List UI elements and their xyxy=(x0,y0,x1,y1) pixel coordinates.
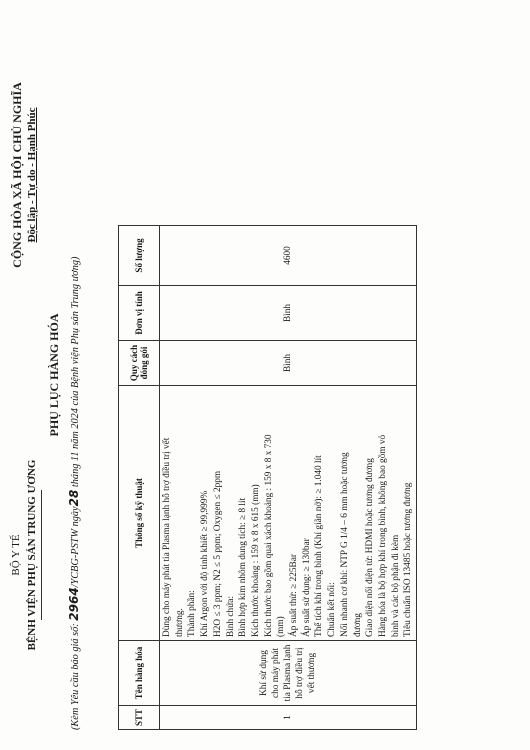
cell-packing: Bình xyxy=(160,340,417,385)
spec-line: Áp suất thử: ≥ 225Bar xyxy=(289,554,300,637)
spec-line: Thể tích khí trong bình (Khí giãn nở): ≥ 1.040 lít xyxy=(314,455,325,637)
spec-line: Nối nhanh cơ khí: NTP G 1/4 – 6 mm hoặc tương xyxy=(339,452,350,637)
subtitle xyxy=(67,257,81,730)
page-title: PHỤ LỤC HÀNG HÓA xyxy=(47,313,61,437)
spec-line: Áp suất sử dụng: ≥ 130bar xyxy=(301,538,312,637)
cell-name: Khí sử dụng cho máy phát tia Plasma lạnh hỗ trợ điều trị vết thương xyxy=(160,640,417,705)
cell-stt: 1 xyxy=(160,705,417,729)
spec-line: Thành phần: xyxy=(187,590,198,637)
spec-line: Khí Argon với độ tinh khiết ≥ 99,999% xyxy=(200,490,211,637)
table-row xyxy=(160,225,417,729)
spec-line: bình và các bộ phận đi kèm xyxy=(390,534,401,637)
header-name: Tên hàng hóa xyxy=(119,640,160,705)
spec-line: Kích thước khoảng : 159 x 8 x 615 (mm) xyxy=(250,484,261,637)
spec-line: H2O ≤ 3 ppm; N2 ≤ 5 ppm; Oxygen ≤ 2ppm xyxy=(212,470,223,637)
header-packing: Quy cách đóng gói xyxy=(119,340,160,385)
header-unit: Đơn vị tính xyxy=(119,285,160,340)
spec-line: Bình chứa: xyxy=(225,596,236,637)
goods-table xyxy=(118,225,417,730)
ministry-name: BỘ Y TẾ xyxy=(10,534,22,576)
spec-line: Tiêu chuẩn ISO 13485 hoặc tương đương xyxy=(403,482,414,637)
spec-line: Dùng cho máy phát tia Plasma lạnh hỗ trợ điều trị vết xyxy=(162,437,172,637)
header-specs: Thông số kỹ thuật xyxy=(119,385,160,640)
spec-line: đương xyxy=(352,613,363,637)
spec-line: Chuẩn kết nối: xyxy=(327,582,338,637)
spec-line: Kích thước bao gồm quai xách khoảng : 159 x 8 x 730 xyxy=(263,434,274,637)
spec-line: thương. xyxy=(174,608,185,637)
spec-line: Bình hợp kim nhôm dung tích: ≥ 8 lít xyxy=(238,497,249,637)
cell-specs xyxy=(160,385,417,640)
cell-quantity: 4600 xyxy=(160,225,417,285)
spec-line: (mm) xyxy=(276,616,287,637)
subtitle-mid: /YCBG-PSTW ngày xyxy=(70,506,81,588)
nation-motto: Độc lập - Tự do - Hạnh Phúc xyxy=(26,107,38,243)
handwritten-day: 28 xyxy=(67,489,81,507)
spec-line: Giao diện nối điện tử: HDMI hoặc tương đương xyxy=(365,458,376,637)
header-stt: STT xyxy=(119,705,160,729)
hospital-name: BỆNH VIỆN PHỤ SẢN TRUNG ƯƠNG xyxy=(26,459,38,651)
nation-title: CỘNG HÒA XÃ HỘI CHỦ NGHĨA xyxy=(10,82,24,268)
cell-unit: Bình xyxy=(160,285,417,340)
hospital-underline xyxy=(41,490,42,620)
spec-line: Hàng hóa là bộ hợp khí trong bình, không bao gồm vỏ xyxy=(377,434,388,637)
header-quantity: Số lượng xyxy=(119,225,160,285)
subtitle-prefix: (Kèm Yêu cầu báo giá số: xyxy=(70,623,81,730)
handwritten-number: 2964 xyxy=(67,587,81,621)
table-header-row xyxy=(119,225,160,729)
subtitle-suffix: tháng 11 năm 2024 của Bệnh viện Phụ sản Trung ương) xyxy=(70,256,81,488)
